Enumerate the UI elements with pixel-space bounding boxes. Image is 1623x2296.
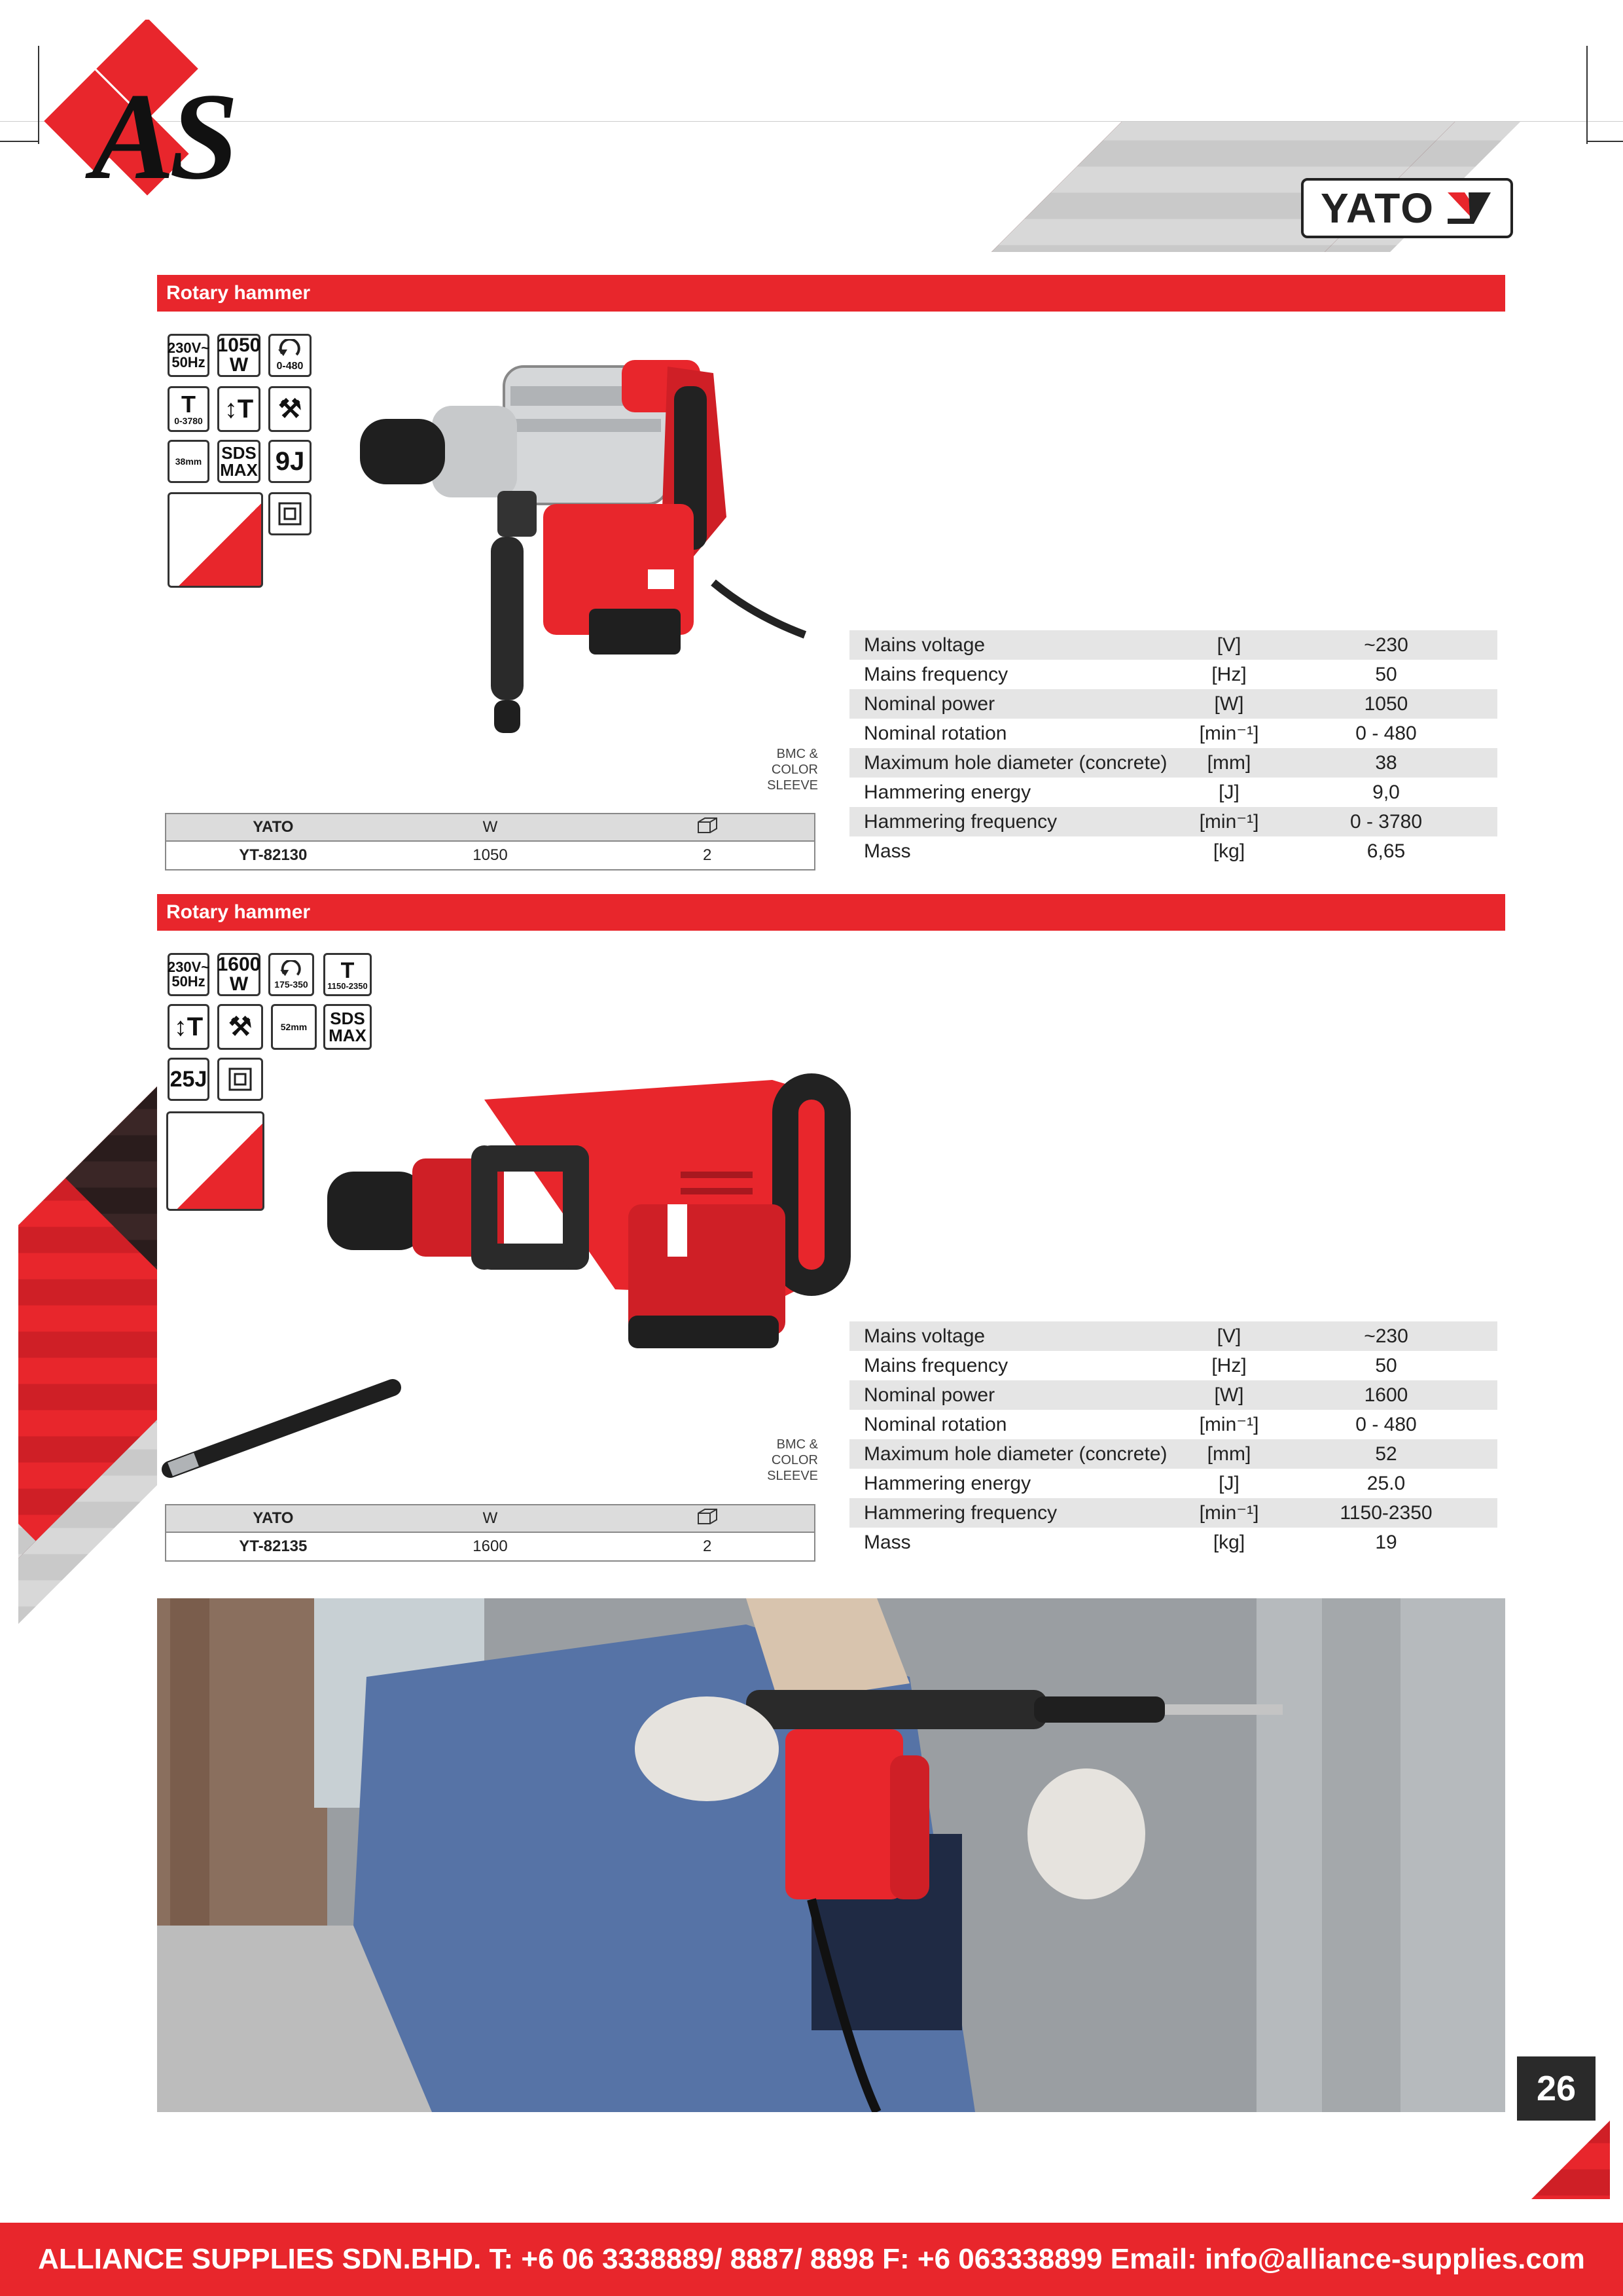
logo-text: AS	[92, 68, 234, 206]
section-tab: 26	[1517, 2056, 1596, 2121]
double-insulation-icon	[268, 492, 312, 535]
drill-mode-icon: ↕T	[168, 1004, 209, 1050]
spec-row: Maximum hole diameter (concrete) [mm] 38	[849, 748, 1497, 778]
crop-mark	[1586, 141, 1623, 142]
control-mode-icon	[166, 1111, 264, 1211]
table-header-power: W	[482, 1509, 498, 1527]
rotation-speed-icon: 0-480	[268, 334, 312, 377]
model-code: YT-82130	[239, 846, 308, 864]
table-header-power: W	[482, 818, 498, 836]
spec-row: Hammering energy [J] 25.0	[864, 1472, 1406, 1494]
hole-diameter-icon: 38mm	[168, 440, 209, 483]
impact-energy-icon: 25J	[168, 1058, 209, 1101]
footer-contact: ALLIANCE SUPPLIES SDN.BHD. T: +6 06 3338889/ 8887/ 8898 F: +6 063338899 Email: info@alliance-supplies.com	[0, 2223, 1623, 2296]
voltage-icon: 230V~ 50Hz	[168, 953, 209, 996]
page-number: 292	[1461, 2153, 1505, 2182]
crop-mark	[1586, 46, 1588, 144]
model-power: 1050	[473, 846, 508, 864]
table-row	[166, 1533, 814, 1560]
model-qty: 2	[702, 1537, 712, 1555]
spec-row: Nominal rotation [min⁻¹] 0 - 480	[864, 1413, 1417, 1435]
side-handle-image	[157, 1374, 419, 1486]
box-icon	[600, 1508, 814, 1530]
box-icon	[600, 817, 814, 838]
spec-row: Mains voltage [V] ~230	[849, 1321, 1497, 1351]
spec-row: Mains frequency [Hz] 50	[864, 663, 1397, 685]
sleeve-note: BMC & COLOR SLEEVE	[767, 747, 818, 793]
spec-row: Hammering frequency [min⁻¹] 1150-2350	[849, 1498, 1497, 1528]
model-table	[165, 813, 815, 870]
sds-max-icon: SDS MAX	[323, 1004, 372, 1050]
hole-diameter-icon: 52mm	[271, 1004, 317, 1050]
spec-row: Hammering frequency [min⁻¹] 0 - 3780	[849, 807, 1497, 836]
drill-mode-icon: ↕T	[217, 386, 260, 432]
yato-logo-text: YATO	[1321, 185, 1435, 232]
spec-row: Mains voltage [V] ~230	[849, 630, 1497, 660]
spec-row: Mass [kg] 19	[864, 1531, 1397, 1553]
table-header-brand: YATO	[253, 818, 294, 836]
control-mode-icon	[168, 492, 263, 588]
model-power: 1600	[473, 1537, 508, 1555]
spec-table	[849, 1321, 1497, 1557]
spec-row: Nominal power [W] 1600	[849, 1380, 1497, 1410]
spec-row: Mains frequency [Hz] 50	[864, 1354, 1397, 1376]
spec-row: Nominal rotation [min⁻¹] 0 - 480	[864, 722, 1417, 744]
rotary-hammer-image	[314, 1073, 851, 1388]
spec-row: Hammering energy [J] 9,0	[864, 781, 1400, 803]
logo-tagline: Tools & Accessories	[196, 208, 383, 232]
impact-energy-icon: 9J	[268, 440, 312, 483]
model-table	[165, 1504, 815, 1562]
rotation-speed-icon: 175-350	[268, 953, 314, 996]
spec-table	[849, 630, 1497, 866]
model-code: YT-82135	[239, 1537, 308, 1555]
model-qty: 2	[702, 846, 712, 864]
section-title: Rotary hammer	[157, 894, 1505, 931]
table-row	[166, 842, 814, 869]
voltage-icon: 230V~ 50Hz	[168, 334, 209, 377]
impact-rate-icon: T 0-3780	[168, 386, 209, 432]
sds-max-icon: SDS MAX	[217, 440, 260, 483]
rotary-hammer-image	[347, 347, 818, 753]
yato-mark-icon	[1445, 190, 1493, 226]
spec-row: Nominal power [W] 1050	[849, 689, 1497, 719]
double-insulation-icon	[217, 1058, 263, 1101]
impact-rate-icon: T 1150-2350	[323, 953, 372, 996]
table-header-brand: YATO	[253, 1509, 294, 1527]
yato-logo	[1301, 178, 1513, 238]
power-icon: 1600 W	[217, 954, 261, 995]
sleeve-note: BMC & COLOR SLEEVE	[767, 1437, 818, 1483]
spec-row: Maximum hole diameter (concrete) [mm] 52	[849, 1439, 1497, 1469]
section-title: Rotary hammer	[157, 275, 1505, 312]
power-icon: 1050 W	[217, 334, 261, 376]
spec-row: Mass [kg] 6,65	[864, 840, 1406, 862]
worker-drilling-photo	[157, 1598, 1505, 2112]
hammer-mode-icon: ⚒	[268, 386, 312, 432]
hammer-mode-icon: ⚒	[217, 1004, 263, 1050]
